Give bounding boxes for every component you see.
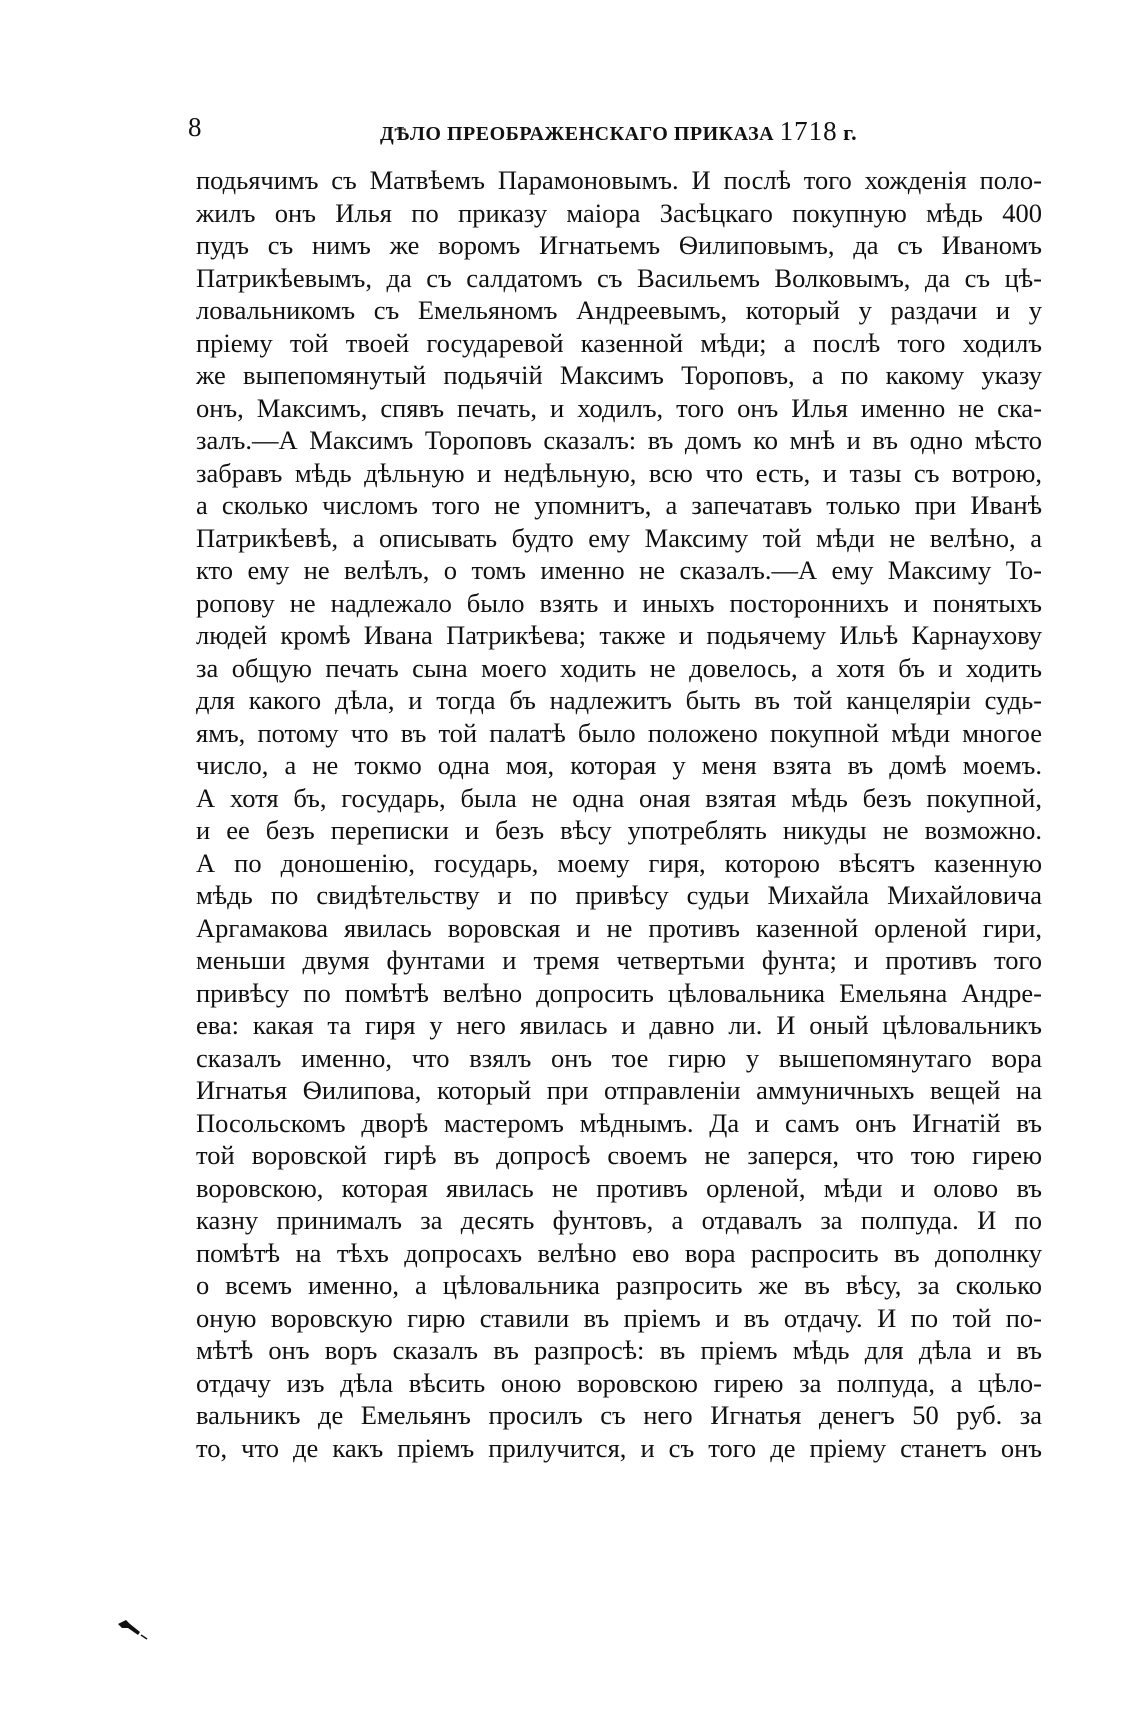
text-line: вальникъ де Емельянъ просилъ съ него Игнатья денегъ 50 руб. за — [196, 1400, 1042, 1430]
running-head-year: 1718 — [779, 116, 838, 146]
text-line: забравъ мѣдь дѣльную и недѣльную, всю что есть, и тазы съ вотрою, — [196, 457, 1042, 488]
running-head-suffix: г. — [843, 120, 858, 145]
text-line: мѣдь по свидѣтельству и по привѣсу судьи Михайла Михайловича — [196, 880, 1042, 910]
text-line: и ее безъ переписки и безъ вѣсу употреблять никуды не возможно. — [196, 815, 1042, 845]
text-line: Игнатья Ѳилипова, который при отправленіи аммуничныхъ вещей на — [196, 1075, 1042, 1105]
text-line: же выпепомянутый подьячій Максимъ Тороповъ, а по какому указу — [196, 360, 1042, 390]
text-line: залъ.—А Максимъ Тороповъ сказалъ: въ домъ ко мнѣ и въ одно мѣсто — [196, 425, 1042, 455]
text-line: онъ, Максимъ, спявъ печать, и ходилъ, того онъ Илья именно не ска- — [196, 392, 1042, 423]
body-text — [196, 164, 1042, 1464]
text-line: А по доношенію, государь, моему гиря, которою вѣсятъ казенную — [196, 847, 1042, 878]
page-number: 8 — [188, 112, 202, 142]
text-line: число, а не токмо одна моя, которая у меня взята въ домѣ моемъ. — [196, 750, 1042, 780]
text-line: привѣсу по помѣтѣ велѣно допросить цѣловальника Емельяна Андре- — [196, 977, 1042, 1008]
text-line: Патрикѣевѣ, а описывать будто ему Максиму той мѣди не велѣно, а — [196, 522, 1042, 553]
text-line: ева: какая та гиря у него явилась и давно ли. И оный цѣловальникъ — [196, 1010, 1042, 1040]
text-line: подьячимъ съ Матвѣемъ Парамоновымъ. И послѣ того хожденія поло- — [196, 165, 1042, 195]
text-line: мѣтѣ онъ воръ сказалъ въ разпросѣ: въ пріемъ мѣдь для дѣла и въ — [196, 1335, 1042, 1365]
text-line: кто ему не велѣлъ, о томъ именно не сказалъ.—А ему Максиму То- — [196, 555, 1042, 585]
text-line: Патрикѣевымъ, да съ салдатомъ съ Васильемъ Волковымъ, да съ цѣ- — [196, 262, 1042, 293]
text-line: ропову не надлежало было взять и иныхъ постороннихъ и понятыхъ — [196, 587, 1042, 618]
text-line: А хотя бъ, государь, была не одна оная взятая мѣдь безъ покупной, — [196, 782, 1042, 813]
text-line: людей кромѣ Ивана Патрикѣева; также и подьячему Ильѣ Карнаухову — [196, 620, 1042, 650]
text-line: для какого дѣла, и тогда бъ надлежитъ быть въ той канцеляріи судь- — [196, 685, 1042, 715]
text-line: воровскою, которая явилась не противъ орленой, мѣди и олово въ — [196, 1172, 1042, 1203]
text-line: ловальникомъ съ Емельяномъ Андреевымъ, который у раздачи и у — [196, 295, 1042, 325]
text-line: казну принималъ за десять фунтовъ, а отдавалъ за полпуда. И по — [196, 1205, 1042, 1235]
text-line: отдачу изъ дѣла вѣсить оною воровскою гирею за полпуда, а цѣло- — [196, 1367, 1042, 1398]
text-line: пріему той твоей государевой казенной мѣди; а послѣ того ходилъ — [196, 327, 1042, 358]
running-head-title: ДѢЛО ПРЕОБРАЖЕНСКАГО ПРИКАЗА — [380, 123, 775, 145]
text-line: Посольскомъ дворѣ мастеромъ мѣднымъ. Да и самъ онъ Игнатій въ — [196, 1107, 1042, 1138]
text-line: за общую печать сына моего ходить не довелось, а хотя бъ и ходить — [196, 652, 1042, 683]
text-line: той воровской гирѣ въ допросѣ своемъ не заперся, что тою гирею — [196, 1140, 1042, 1170]
text-line: помѣтѣ на тѣхъ допросахъ велѣно ево вора распросить въ дополнку — [196, 1237, 1042, 1268]
text-line: Аргамакова явилась воровская и не противъ казенной орленой гири, — [196, 912, 1042, 943]
text-line: а сколько числомъ того не упомнитъ, а запечатавъ только при Иванѣ — [196, 490, 1042, 520]
scan-mark-icon — [116, 1618, 150, 1642]
text-line: жилъ онъ Илья по приказу маіора Засѣцкаго покупную мѣдь 400 — [196, 197, 1042, 228]
text-line: меньши двумя фунтами и тремя четвертьми фунта; и противъ того — [196, 945, 1042, 975]
text-line: ямъ, потому что въ той палатѣ было положено покупной мѣди многое — [196, 717, 1042, 748]
text-line: сказалъ именно, что взялъ онъ тое гирю у вышепомянутаго вора — [196, 1042, 1042, 1073]
text-line: оную воровскую гирю ставили въ пріемъ и въ отдачу. И по той по- — [196, 1302, 1042, 1333]
text-line: то, что де какъ пріемъ прилучится, и съ того де пріему станетъ онъ — [196, 1432, 1042, 1463]
text-line: пудъ съ нимъ же воромъ Игнатьемъ Ѳилиповымъ, да съ Иваномъ — [196, 230, 1042, 260]
running-head — [380, 118, 857, 147]
text-line: о всемъ именно, а цѣловальника разпросить же въ вѣсу, за сколько — [196, 1270, 1042, 1300]
